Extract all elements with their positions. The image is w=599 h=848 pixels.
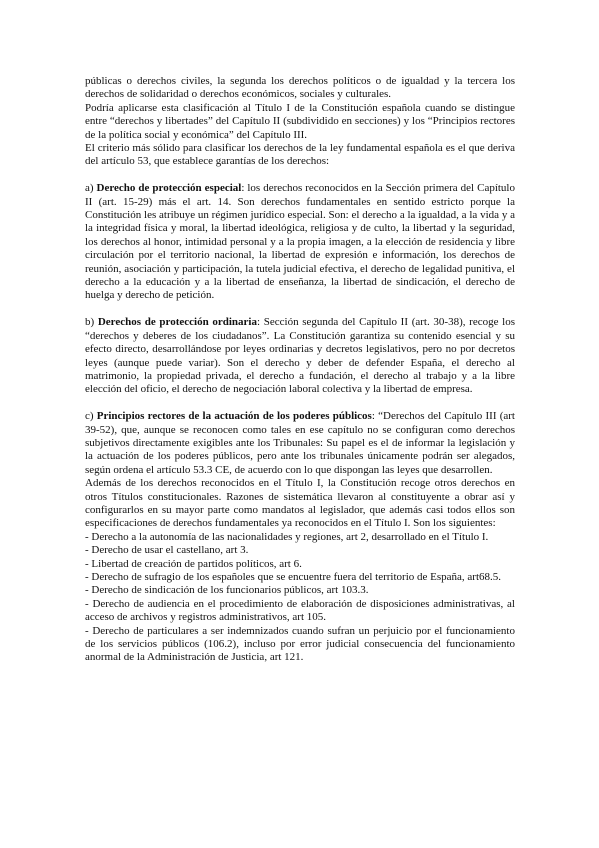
intro-paragraph-1: públicas o derechos civiles, la segunda los derechos políticos o de igualdad y la tercera los derechos de solidaridad o derechos económicos, sociales y culturales.	[85, 75, 515, 101]
section-b-prefix: b)	[85, 316, 98, 329]
section-a-prefix: a)	[85, 182, 97, 195]
section-a-heading: Derecho de protección especial	[96, 182, 242, 195]
list-item: - Derecho de particulares a ser indemnizados cuando sufran un perjuicio por el funcionamiento de los servicios públicos (106.2), incluso por error judicial consecuencia del funcionamiento anormal de la Administración de Justicia, art 121.	[85, 624, 515, 664]
section-c-paragraph	[85, 410, 515, 477]
list-item: - Derecho de sufragio de los españoles que se encuentre fuera del territorio de España, art68.5.	[85, 570, 501, 583]
section-b-heading: Derechos de protección ordinaria	[97, 316, 257, 329]
spacer	[85, 169, 515, 182]
intro-paragraph-3: El criterio más sólido para clasificar los derechos de la ley fundamental española es el que deriva del artículo 53, que establece garantías de los derechos:	[85, 142, 515, 168]
section-c-paragraph-2: Además de los derechos reconocidos en el Título I, la Constitución recoge otros derechos en otros Títulos constitucionales. Razones de sistemática llevaron al constituyente a obrar así y configurarlos en su mayor parte como mandatos al legislador, que además casi todos ellos son especificaciones de derechos fundamentales ya reconocidos en el Título I. Son los siguientes:	[85, 477, 515, 530]
section-b-paragraph	[85, 316, 515, 396]
section-c-body: : “Derechos del Capítulo III (art 39-52), que, aunque se reconocen como tales en ese capítulo no se configuran como derechos subjetivos directamente exigibles ante los Tribunales: Su papel es el de informar la legislación y la actuación de los poderes públicos, pero ante los tribunales únicamente podrán ser alegados, según ordena el artículo 53.3 CE, de acuerdo con lo que dispongan las leyes que desarrollen.	[85, 410, 515, 476]
section-a-paragraph	[85, 182, 515, 303]
list-item: - Derecho de usar el castellano, art 3.	[85, 544, 249, 557]
list-item: - Derecho de audiencia en el procedimiento de elaboración de disposiciones administrativas, al acceso de archivos y registros administrativos, art 105.	[85, 597, 515, 624]
section-a-body: : los derechos reconocidos en la Sección primera del Capítulo II (art. 15-29) más el art. 14. Son derechos fundamentales en sentido estricto porque la Constitución les atribuye un régimen jurídico especial. Son: el derecho a la igualdad, a la vida y a la integridad física y moral, la libertad ideológica, religiosa y de culto, la libertad y la seguridad, los derechos al honor, intimidad personal y a la propia imagen, a la elección de residencia y libre circulación por el territorio nacional, la libertad de expresión e información, los derechos de reunión, asociación y participación, la tutela judicial efectiva, el derecho de legalidad punitiva, el derecho a la educación y a la libertad de enseñanza, la libertad de sindicación, el derecho de huelga y derecho de petición.	[85, 182, 515, 302]
document-page	[85, 75, 515, 665]
list-item: - Derecho a la autonomía de las nacionalidades y regiones, art 2, desarrollado en el Título I.	[85, 530, 489, 543]
spacer	[85, 303, 515, 316]
section-c-prefix: c)	[85, 410, 97, 423]
list-item: - Derecho de sindicación de los funcionarios públicos, art 103.3.	[85, 584, 369, 597]
spacer	[85, 397, 515, 410]
intro-paragraph-2: Podría aplicarse esta clasificación al Título I de la Constitución española cuando se distingue entre “derechos y libertades” del Capítulo II (subdividido en secciones) y los “Principios rectores de la política social y económica” del Capítulo III.	[85, 101, 515, 141]
section-c-heading: Principios rectores de la actuación de los poderes públicos	[96, 410, 372, 423]
section-b-body: : Sección segunda del Capítulo II (art. 30-38), recoge los “derechos y deberes de los ciudadanos”. La Constitución garantiza su contenido esencial y su efecto directo, desarrollándose por leyes ordinarias y decretos legislativos, pero no por decretos leyes (aunque puede variar). Son el derecho y deber de defender España, el derecho al matrimonio, la propiedad privada, el derecho a fundación, el derecho al trabajo y a la libre elección del oficio, el derecho de negociación laboral colectiva y la libertad de empresa.	[85, 316, 515, 396]
list-item: - Libertad de creación de partidos políticos, art 6.	[85, 557, 302, 570]
